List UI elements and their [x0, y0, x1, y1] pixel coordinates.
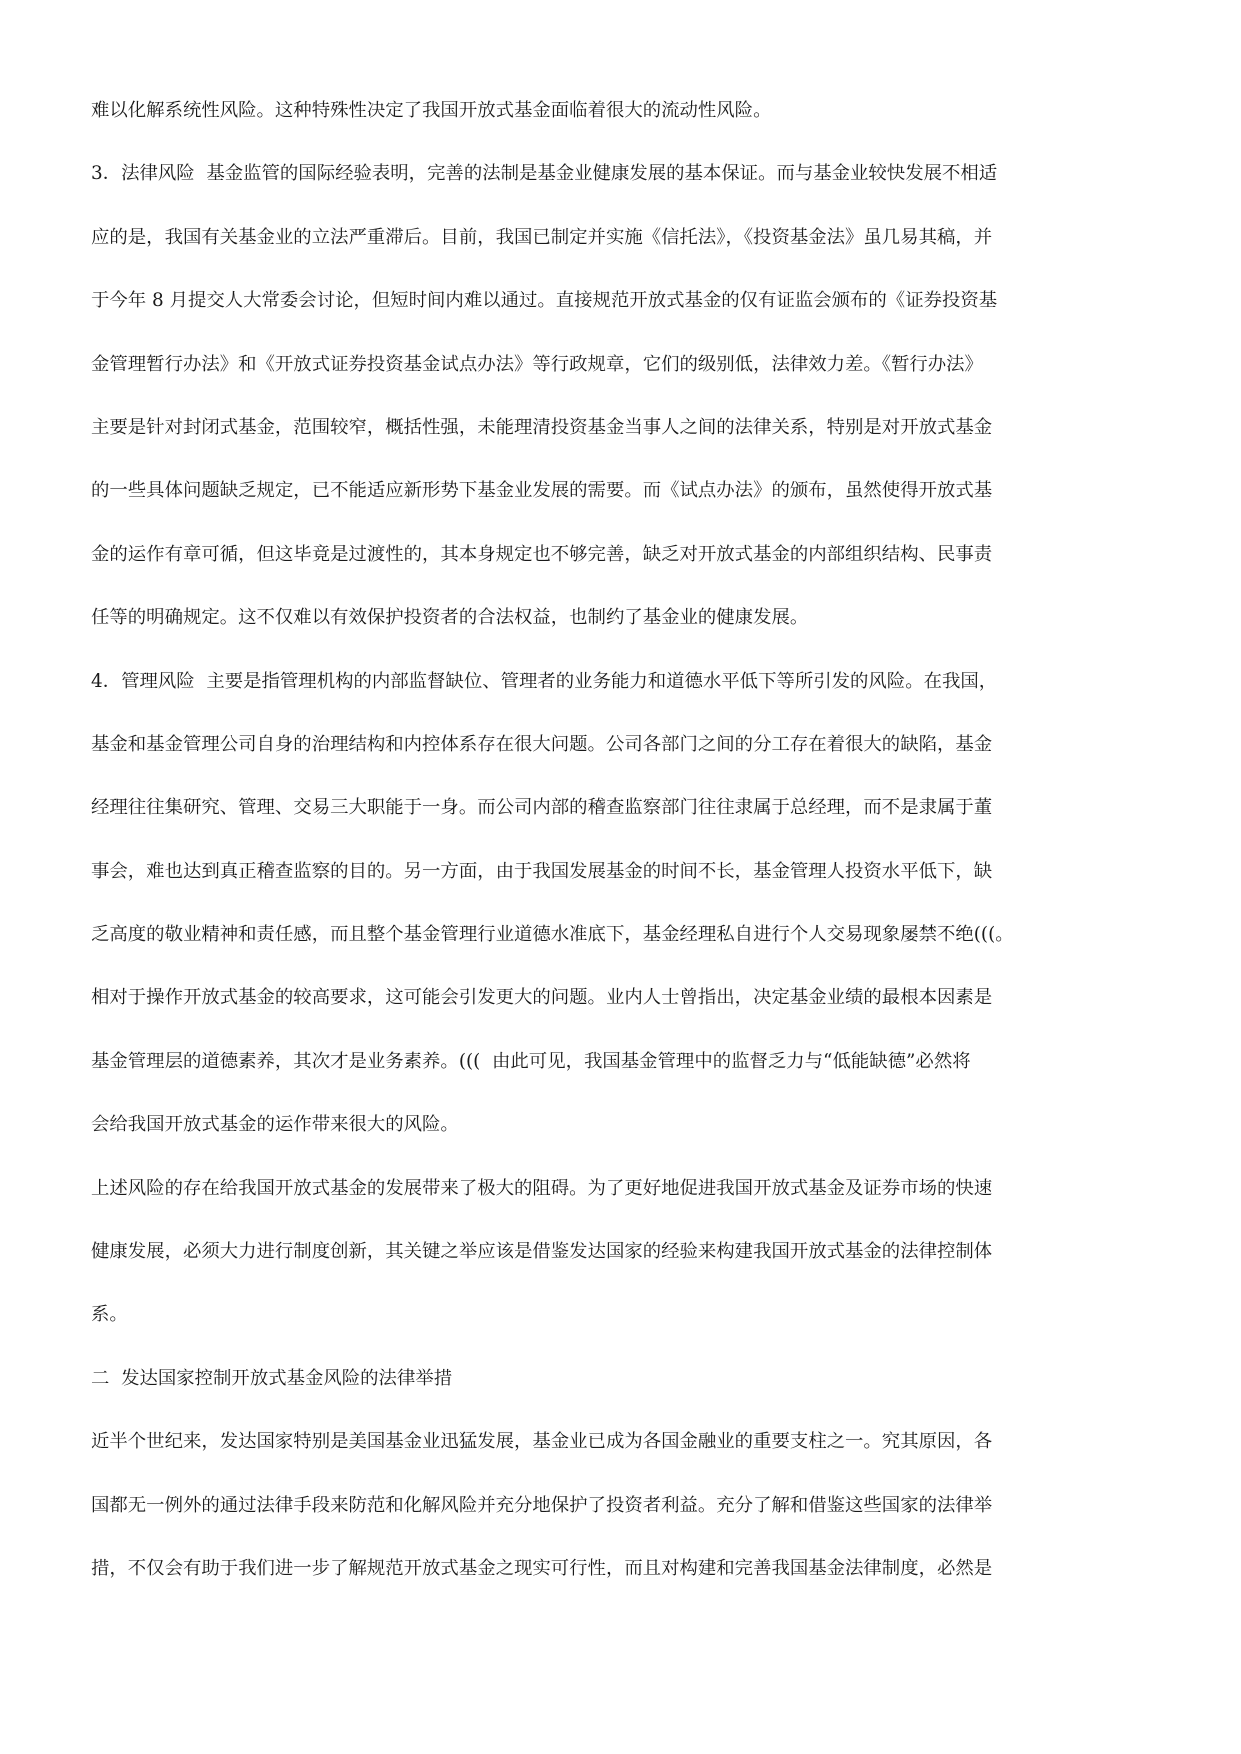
text-line: 主要是针对封闭式基金，范围较窄，概括性强，未能理清投资基金当事人之间的法律关系，特别是对开放式基金: [91, 416, 993, 438]
text-line: 难以化解系统性风险。这种特殊性决定了我国开放式基金面临着很大的流动性风险。: [91, 100, 772, 121]
text-line: 上述风险的存在给我国开放式基金的发展带来了极大的阻碍。为了更好地促进我国开放式基金及证券市场的快速: [91, 1177, 993, 1199]
text-line: 任等的明确规定。这不仅难以有效保护投资者的合法权益，也制约了基金业的健康发展。: [91, 607, 809, 629]
text-line: 经理往往集研究、管理、交易三大职能于一身。而公司内部的稽查监察部门往往隶属于总经理，而不是隶属于董: [91, 797, 993, 819]
text-line: 的一些具体问题缺乏规定，已不能适应新形势下基金业发展的需要。而《试点办法》的颁布，虽然使得开放式基: [91, 480, 993, 502]
text-line: 国都无一例外的通过法律手段来防范和化解风险并充分地保护了投资者利益。充分了解和借鉴这些国家的法律举: [91, 1494, 993, 1516]
section-heading: 二 发达国家控制开放式基金风险的法律举措: [91, 1367, 453, 1389]
text-line: 金的运作有章可循，但这毕竟是过渡性的，其本身规定也不够完善，缺乏对开放式基金的内部组织结构、民事责: [91, 543, 993, 565]
text-line: 应的是，我国有关基金业的立法严重滞后。目前，我国已制定并实施《信托法》，《投资基金法》虽几易其稿，并: [91, 226, 993, 248]
text-line: 系。: [91, 1304, 128, 1326]
text-line: 事会，难也达到真正稽查监察的目的。另一方面，由于我国发展基金的时间不长，基金管理人投资水平低下，缺: [91, 860, 993, 882]
document-body: [91, 96, 1153, 1617]
text-line: 4．管理风险 主要是指管理机构的内部监督缺位、管理者的业务能力和道德水平低下等所引发的风险。在我国，: [91, 670, 998, 692]
text-line: 基金管理层的道德素养，其次才是业务素养。((( 由此可见，我国基金管理中的监督乏力与“低能缺德”必然将: [91, 1050, 971, 1072]
text-line: 金管理暂行办法》和《开放式证券投资基金试点办法》等行政规章，它们的级别低，法律效力差。《暂行办法》: [91, 353, 983, 375]
text-line: 基金和基金管理公司自身的治理结构和内控体系存在很大问题。公司各部门之间的分工存在着很大的缺陷，基金: [91, 733, 993, 755]
text-line: 会给我国开放式基金的运作带来很大的风险。: [91, 1114, 459, 1136]
text-line: 近半个世纪来，发达国家特别是美国基金业迅猛发展，基金业已成为各国金融业的重要支柱之一。究其原因，各: [91, 1431, 993, 1453]
text-line: 于今年 8 月提交人大常委会讨论，但短时间内难以通过。直接规范开放式基金的仅有证监会颁布的《证券投资基: [91, 290, 998, 312]
text-line: 3．法律风险 基金监管的国际经验表明，完善的法制是基金业健康发展的基本保证。而与基金业较快发展不相适: [91, 163, 998, 185]
text-line: 相对于操作开放式基金的较高要求，这可能会引发更大的问题。业内人士曾指出，决定基金业绩的最根本因素是: [91, 987, 993, 1009]
text-line: 措，不仅会有助于我们进一步了解规范开放式基金之现实可行性，而且对构建和完善我国基金法律制度，必然是: [91, 1557, 993, 1579]
text-line: 乏高度的敬业精神和责任感，而且整个基金管理行业道德水准底下，基金经理私自进行个人交易现象屡禁不绝(((。: [91, 924, 1014, 946]
text-line: 健康发展，必须大力进行制度创新，其关键之举应该是借鉴发达国家的经验来构建我国开放式基金的法律控制体: [91, 1241, 993, 1263]
